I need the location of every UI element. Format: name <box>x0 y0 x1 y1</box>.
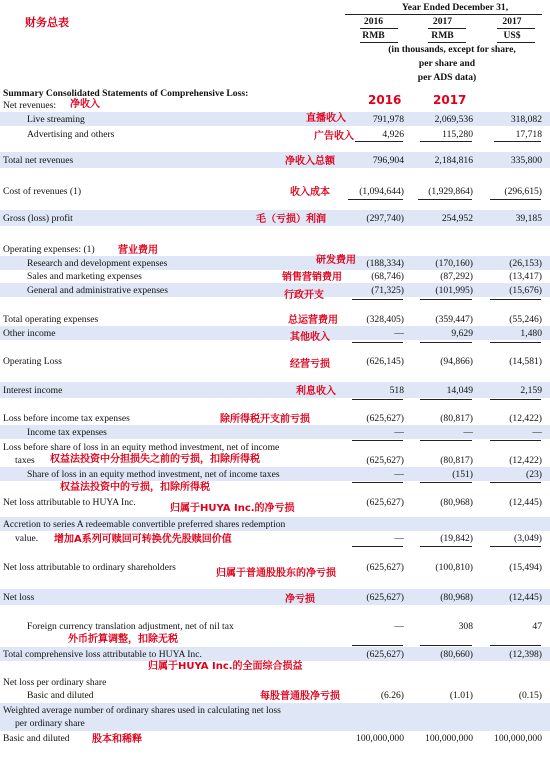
total-comprehensive-cn: 归属于HUYA Inc.的全面综合损益 <box>148 661 303 672</box>
operating-loss-cn: 经营亏损 <box>290 359 330 370</box>
rule <box>497 42 535 43</box>
total-comprehensive-label: Total comprehensive loss attributable to HUYA Inc. <box>3 649 202 660</box>
accretion-cn: 增加A系列可赎回可转换优先股赎回价值 <box>54 534 232 545</box>
basic-diluted-shares-2016: 100,000,000 <box>356 733 404 744</box>
gna-2017: (101,995) <box>435 285 473 296</box>
income-tax-usd: — <box>532 427 542 438</box>
cost-of-revenues-cn: 收入成本 <box>290 187 330 198</box>
currency-rmb-2016: RMB <box>362 30 385 41</box>
rule <box>420 645 472 646</box>
interest-income-cn: 利息收入 <box>296 386 336 397</box>
basic-diluted-shares-cn: 股本和稀释 <box>92 734 142 745</box>
total-opex-label: Total operating expenses <box>3 314 99 325</box>
accretion-label-2: value. <box>15 533 39 544</box>
other-income-2017: 9,629 <box>451 328 473 339</box>
net-loss-ordinary-usd: (15,494) <box>509 562 542 573</box>
accretion-label-1: Accretion to series A redeemable convertible preferred shares redemption <box>3 519 286 530</box>
total-comprehensive-2016: (625,627) <box>366 649 404 660</box>
rule <box>352 399 403 400</box>
basic-diluted-eps-2017: (1.01) <box>449 690 473 701</box>
rule <box>428 28 466 29</box>
interest-income-label: Interest income <box>3 385 63 396</box>
cost-of-revenues-label: Cost of revenues (1) <box>3 186 82 197</box>
rnd-cn: 研发费用 <box>316 255 356 266</box>
gna-usd: (15,676) <box>509 285 542 296</box>
rule <box>420 299 472 300</box>
section-title: Summary Consolidated Statements of Comprehensive Loss: <box>3 88 249 99</box>
rule <box>420 440 472 441</box>
net-loss-2017: (80,968) <box>440 592 473 603</box>
gross-profit-cn: 毛（亏损）利润 <box>256 214 326 225</box>
loss-before-equity-label-2: taxes <box>15 455 35 466</box>
gross-profit-2017: 254,952 <box>441 213 473 224</box>
gna-label: General and administrative expenses <box>27 285 168 296</box>
operating-expenses-cn: 营业费用 <box>118 245 158 256</box>
cost-of-revenues-2017: (1,929,864) <box>428 186 473 197</box>
loss-before-equity-label-1: Loss before share of loss in an equity method investment, net of income <box>3 442 280 453</box>
loss-before-tax-cn: 除所得税开支前亏损 <box>220 414 310 425</box>
rule <box>355 141 403 142</box>
advertising-label: Advertising and others <box>27 129 115 140</box>
rnd-2016: (188,334) <box>366 258 404 269</box>
rule <box>420 546 472 547</box>
operating-loss-label: Operating Loss <box>3 356 62 367</box>
loss-before-equity-2017: (80,817) <box>440 455 473 466</box>
rnd-label: Research and development expenses <box>27 258 168 269</box>
accretion-usd: (3,049) <box>514 533 542 544</box>
other-income-label: Other income <box>3 328 56 339</box>
fx-adjustment-cn: 外币折算调整，扣除无税 <box>68 634 178 645</box>
sales-marketing-cn: 销售营销费用 <box>282 272 342 283</box>
share-of-loss-usd: (23) <box>526 469 542 480</box>
rule <box>352 299 403 300</box>
interest-income-2017: 14,049 <box>446 385 473 396</box>
rule <box>352 342 403 343</box>
advertising-usd: 17,718 <box>515 129 542 140</box>
annotation-year-2016: 2016 <box>368 93 402 107</box>
gross-profit-usd: 39,185 <box>515 213 542 224</box>
net-loss-huya-label: Net loss attributable to HUYA Inc. <box>3 497 136 508</box>
header-rule <box>345 14 542 15</box>
rule <box>428 42 466 43</box>
fx-adjustment-usd: 47 <box>532 621 542 632</box>
other-income-2016: — <box>394 328 404 339</box>
sales-marketing-2016: (68,746) <box>371 271 404 282</box>
basic-diluted-eps-cn: 每股普通股净亏损 <box>260 691 340 702</box>
operating-loss-2017: (94,866) <box>440 356 473 367</box>
net-revenues-label: Net revenues: <box>3 100 57 111</box>
total-net-revenues-2017: 2,184,816 <box>434 155 473 166</box>
weighted-avg-label-1: Weighted average number of ordinary shares used in calculating net loss <box>3 705 281 716</box>
rule <box>352 546 403 547</box>
rule <box>348 199 403 200</box>
live-streaming-2017: 2,069,536 <box>434 114 473 125</box>
operating-loss-usd: (14,581) <box>509 356 542 367</box>
operating-expenses-label: Operating expenses: (1) <box>3 244 95 255</box>
units-note-3: per ADS data) <box>417 72 477 83</box>
basic-diluted-shares-usd: 100,000,000 <box>494 733 542 744</box>
total-opex-2016: (328,405) <box>366 314 404 325</box>
rule <box>352 482 403 483</box>
gna-cn: 行政开支 <box>284 290 324 301</box>
share-of-loss-2016: — <box>394 469 404 480</box>
total-net-revenues-2016: 796,904 <box>372 155 404 166</box>
units-note-1: (in thousands, except for share, <box>388 44 516 55</box>
loss-before-equity-2016: (625,627) <box>366 455 404 466</box>
currency-usd: US$ <box>503 30 521 41</box>
share-of-loss-cn: 权益法投资中的亏损，扣除所得税 <box>60 482 210 493</box>
rule <box>490 645 541 646</box>
net-loss-huya-usd: (12,445) <box>509 497 542 508</box>
net-loss-label: Net loss <box>3 592 35 603</box>
net-loss-cn: 净亏损 <box>285 594 315 605</box>
income-tax-2016: — <box>394 427 404 438</box>
share-of-loss-label: Share of loss in an equity method investment, net of income taxes <box>27 469 280 480</box>
basic-diluted-shares-label: Basic and diluted <box>3 733 70 744</box>
net-loss-per-share-label: Net loss per ordinary share <box>3 677 107 688</box>
gross-profit-2016: (297,740) <box>366 213 404 224</box>
basic-diluted-eps-usd: (0.15) <box>518 690 542 701</box>
sales-marketing-2017: (87,292) <box>440 271 473 282</box>
net-loss-ordinary-label: Net loss attributable to ordinary shareholders <box>3 562 176 573</box>
net-loss-huya-2017: (80,968) <box>440 497 473 508</box>
annotation-year-2017: 2017 <box>433 93 467 107</box>
rnd-2017: (170,160) <box>435 258 473 269</box>
rule <box>360 28 398 29</box>
rule <box>497 28 535 29</box>
period-header: Year Ended December 31, <box>401 2 509 13</box>
live-streaming-2016: 791,978 <box>372 114 404 125</box>
total-comprehensive-usd: (12,398) <box>509 649 542 660</box>
total-net-revenues-usd: 335,800 <box>510 155 542 166</box>
rule <box>490 399 541 400</box>
total-opex-2017: (359,447) <box>435 314 473 325</box>
rule <box>420 399 472 400</box>
rule <box>490 199 541 200</box>
total-opex-cn: 总运营费用 <box>288 315 338 326</box>
basic-diluted-eps-label: Basic and diluted <box>27 690 94 701</box>
rule <box>352 440 403 441</box>
rule <box>490 546 541 547</box>
rule <box>420 342 472 343</box>
basic-diluted-eps-2016: (6.26) <box>380 690 404 701</box>
corner-title: 财务总表 <box>25 16 69 29</box>
interest-income-usd: 2,159 <box>520 385 542 396</box>
live-streaming-usd: 318,082 <box>510 114 542 125</box>
rule <box>420 482 472 483</box>
year-2017: 2017 <box>432 16 453 27</box>
weighted-avg-label-2: per ordinary share <box>15 718 85 729</box>
rule <box>490 342 541 343</box>
fx-adjustment-label: Foreign currency translation adjustment, net of nil tax <box>27 621 234 632</box>
net-loss-ordinary-2016: (625,627) <box>366 562 404 573</box>
basic-diluted-shares-2017: 100,000,000 <box>425 733 473 744</box>
rule <box>494 141 541 142</box>
currency-rmb-2017: RMB <box>431 30 454 41</box>
income-tax-2017: — <box>463 427 473 438</box>
fx-adjustment-2016: — <box>394 621 404 632</box>
total-comprehensive-2017: (80,660) <box>440 649 473 660</box>
advertising-2016: 4,926 <box>382 129 404 140</box>
gross-profit-label: Gross (loss) profit <box>3 213 73 224</box>
sales-marketing-usd: (13,417) <box>509 271 542 282</box>
loss-before-equity-usd: (12,422) <box>509 455 542 466</box>
total-opex-usd: (55,246) <box>509 314 542 325</box>
advertising-cn: 广告收入 <box>314 131 354 142</box>
net-loss-ordinary-cn: 归属于普通股股东的净亏损 <box>216 568 336 579</box>
total-net-revenues-label: Total net revenues <box>3 155 74 166</box>
net-loss-ordinary-2017: (100,810) <box>435 562 473 573</box>
cost-of-revenues-usd: (296,615) <box>504 186 542 197</box>
live-streaming-label: Live streaming <box>27 114 85 125</box>
fx-adjustment-2017: 308 <box>458 621 473 632</box>
share-of-loss-2017: (151) <box>452 469 473 480</box>
advertising-2017: 115,280 <box>442 129 473 140</box>
sales-marketing-label: Sales and marketing expenses <box>27 271 142 282</box>
net-loss-huya-2016: (625,627) <box>366 497 404 508</box>
income-tax-label: Income tax expenses <box>27 427 107 438</box>
operating-loss-2016: (626,145) <box>366 356 404 367</box>
rnd-usd: (26,153) <box>509 258 542 269</box>
gna-2016: (71,325) <box>371 285 404 296</box>
net-loss-huya-cn: 归属于HUYA Inc.的净亏损 <box>170 503 295 514</box>
rule <box>490 299 541 300</box>
rule <box>418 199 472 200</box>
net-loss-2016: (625,627) <box>366 592 404 603</box>
year-2017-usd: 2017 <box>502 16 522 27</box>
live-streaming-cn: 直播收入 <box>306 113 346 124</box>
loss-before-tax-usd: (12,422) <box>509 413 542 424</box>
interest-income-2016: 518 <box>389 385 404 396</box>
rule <box>360 42 398 43</box>
accretion-2016: — <box>394 533 404 544</box>
total-net-revenues-cn: 净收入总额 <box>285 156 335 167</box>
net-revenues-cn: 净收入 <box>70 99 100 110</box>
year-2016: 2016 <box>363 16 384 27</box>
cost-of-revenues-2016: (1,094,644) <box>359 186 404 197</box>
rule <box>490 482 541 483</box>
accretion-2017: (19,842) <box>440 533 473 544</box>
other-income-cn: 其他收入 <box>290 332 330 343</box>
rule <box>420 141 472 142</box>
rule <box>490 440 541 441</box>
other-income-usd: 1,480 <box>520 328 542 339</box>
net-loss-usd: (12,445) <box>509 592 542 603</box>
units-note-2: per share and <box>418 58 476 69</box>
rule <box>352 645 403 646</box>
loss-before-tax-2016: (625,627) <box>366 413 404 424</box>
loss-before-equity-cn: 权益法投资中分担损失之前的亏损，扣除所得税 <box>50 454 260 465</box>
loss-before-tax-2017: (80,817) <box>440 413 473 424</box>
loss-before-tax-label: Loss before income tax expenses <box>3 413 130 424</box>
